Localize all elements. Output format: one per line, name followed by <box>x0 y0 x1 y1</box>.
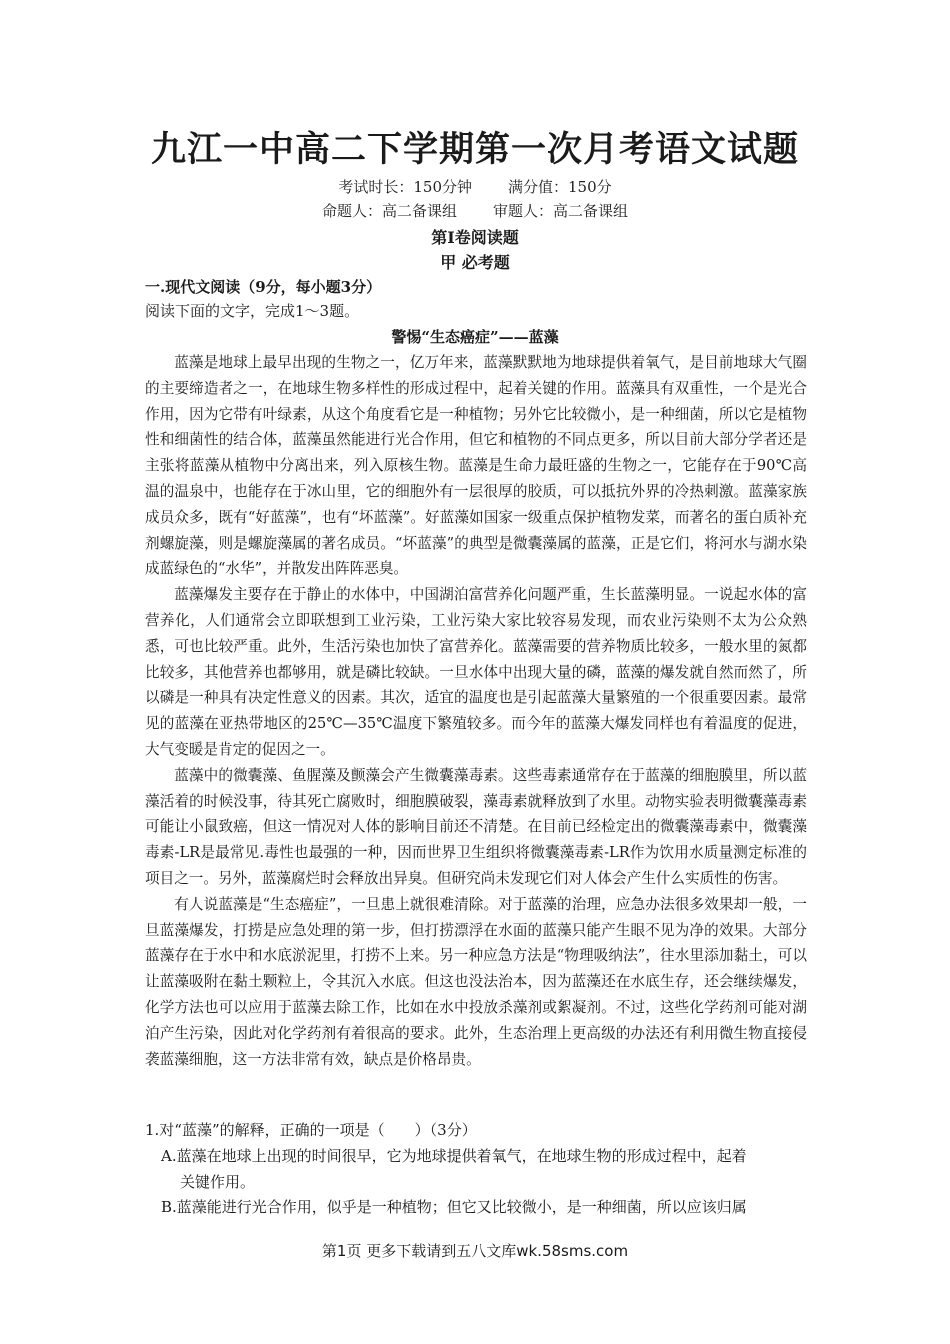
question-1 <box>145 1118 807 1221</box>
option-a <box>161 1144 807 1196</box>
question-stem: 1.对“蓝藻”的解释，正确的一项是（ ）（3分） <box>145 1121 477 1139</box>
passage-paragraph: 有人说蓝藻是“生态癌症”，一旦患上就很难清除。对于蓝藻的治理，应急办法很多效果却一般，一旦蓝藻爆发，打捞是应急处理的第一步，但打捞漂浮在水面的蓝藻只能产生眼不见为净的效果。大部分蓝藻存在于水中和水底淤泥里，打捞不上来。另一种应急方法是“物理吸纳法”，往水里添加黏土，可以让蓝藻吸附在黏土颗粒上，令其沉入水底。但这也没法治本，因为蓝藻还在水底生存，还会继续爆发，化学方法也可以应用于蓝藻去除工作，比如在水中投放杀藻剂或絮凝剂。不过，这些化学药剂可能对湖泊产生污染，因此对化学药剂有着很高的要求。此外，生态治理上更高级的办法还有利用微生物直接侵袭蓝藻细胞，这一方法非常有效，缺点是价格昂贵。 <box>145 895 807 1068</box>
exam-meta-line-2 <box>0 200 950 222</box>
passage-paragraph: 蓝藻是地球上最早出现的生物之一，亿万年来，蓝藻默默地为地球提供着氧气，是目前地球大气圈的主要缔造者之一，在地球生物多样性的形成过程中，起着关键的作用。蓝藻具有双重性，一个是光合作用，因为它带有叶绿素，从这个角度看它是一种植物；另外它比较微小，是一种细菌，所以它是植物性和细菌性的结合体，蓝藻虽然能进行光合作用，但它和植物的不同点更多，所以目前大部分学者还是主张将蓝藻从植物中分离出来，列入原核生物。蓝藻是生命力最旺盛的生物之一，它能存在于90℃高温的温泉中，也能存在于冰山里，它的细胞外有一层很厚的胶质，可以抵抗外界的冷热刺激。蓝藻家族成员众多，既有“好蓝藻”，也有“坏蓝藻”。好蓝藻如国家一级重点保护植物发菜，而著名的蛋白质补充剂螺旋藻，则是螺旋藻属的著名成员。“坏蓝藻”的典型是微囊藻属的蓝藻，正是它们，将河水与湖水染成蓝绿色的“水华”，并散发出阵阵恶臭。 <box>145 354 807 578</box>
option-b-line-1: B.蓝藻能进行光合作用，似乎是一种植物；但它又比较微小，是一种细菌，所以应该归属 <box>161 1198 747 1217</box>
exam-title: 九江一中高二下学期第一次月考语文试题 <box>150 130 799 170</box>
exam-full-score: 满分值：150分 <box>508 178 612 196</box>
option-a-line-2: 关键作用。 <box>180 1172 256 1191</box>
exam-setter: 命题人：高二备课组 <box>321 202 457 220</box>
passage-title: 警惕“生态癌症”——蓝藻 <box>391 328 559 346</box>
section-instruction: 阅读下面的文字，完成1～3题。 <box>145 302 360 320</box>
option-a-line-1: A.蓝藻在地球上出现的时间很早，它为地球提供着氧气，在地球生物的形成过程中，起着 <box>161 1146 747 1165</box>
page-footer: 第1页 更多下载请到五八文库wk.58sms.com <box>321 1242 629 1260</box>
volume-heading: 第Ⅰ卷阅读题 <box>431 228 519 247</box>
section-heading: 一.现代文阅读（9分，每小题3分） <box>145 278 382 296</box>
exam-meta-line-1 <box>0 176 950 198</box>
exam-duration: 考试时长：150分钟 <box>338 178 472 196</box>
passage-paragraph: 蓝藻中的微囊藻、鱼腥藻及颤藻会产生微囊藻毒素。这些毒素通常存在于蓝藻的细胞膜里，所以蓝藻活着的时候没事，待其死亡腐败时，细胞膜破裂，藻毒素就释放到了水里。动物实验表明微囊藻毒素可能让小鼠致癌，但这一情况对人体的影响目前还不清楚。在目前已经检定出的微囊藻毒素中，微囊藻毒素-LR是最常见.毒性也最强的一种，因而世界卫生组织将微囊藻毒素-LR作为饮用水质量测定标准的项目之一。另外，蓝藻腐烂时会释放出异臭。但研究尚未发现它们对人体会产生什么实质性的伤害。 <box>145 766 807 887</box>
part-heading: 甲 必考题 <box>440 253 510 272</box>
exam-reviewer: 审题人：高二备课组 <box>493 202 629 220</box>
passage-body <box>145 350 807 1072</box>
option-b <box>161 1195 807 1221</box>
passage-paragraph: 蓝藻爆发主要存在于静止的水体中，中国湖泊富营养化问题严重，生长蓝藻明显。一说起水体的富营养化，人们通常会立即联想到工业污染，工业污染大家比较容易发现，而农业污染则不太为公众熟悉，可也比较严重。此外，生活污染也加快了富营养化。蓝藻需要的营养物质比较多，一般水里的氮都比较多，其他营养也都够用，就是磷比较缺。一旦水体中出现大量的磷，蓝藻的爆发就自然而然了，所以磷是一种具有决定性意义的因素。其次，适宜的温度也是引起蓝藻大量繁殖的一个很重要因素。最常见的蓝藻在亚热带地区的25℃—35℃温度下繁殖较多。而今年的蓝藻大爆发同样也有着温度的促进，大气变暖是肯定的促因之一。 <box>145 586 807 758</box>
